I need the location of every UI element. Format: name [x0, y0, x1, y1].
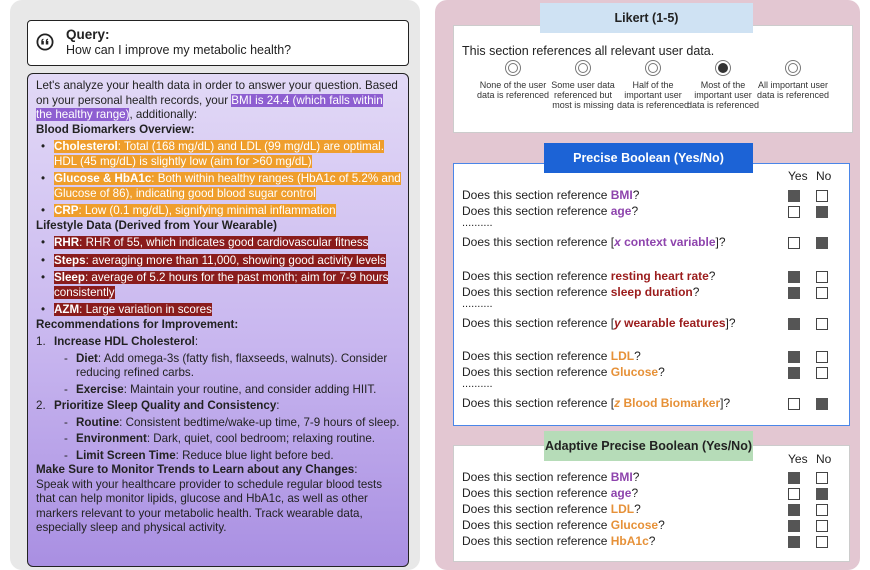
likert-statement: This section references all relevant user data. — [462, 44, 715, 58]
no-checkbox[interactable] — [816, 488, 828, 500]
question-row: Does this section reference BMI? — [462, 470, 640, 484]
likert-option-label: Most of the important user data is referenced — [686, 80, 760, 110]
yes-checkbox[interactable] — [788, 287, 800, 299]
recommendations-heading: Recommendations for Improvement: — [36, 317, 239, 331]
biomarker-item: • CRP: Low (0.1 mg/dL), signifying minimal inflammation — [36, 204, 402, 219]
radio-icon[interactable] — [505, 60, 521, 76]
likert-option-label: All important user data is referenced — [756, 80, 830, 100]
ellipsis: .......... — [462, 298, 493, 310]
question-row: Does this section reference resting heart rate? — [462, 269, 716, 283]
yes-checkbox[interactable] — [788, 237, 800, 249]
lifestyle-list — [36, 236, 402, 318]
recommendation-sub-item: - Exercise: Maintain your routine, and consider adding HIIT. — [54, 383, 402, 398]
yes-checkbox[interactable] — [788, 190, 800, 202]
yes-checkbox[interactable] — [788, 318, 800, 330]
no-checkbox[interactable] — [816, 504, 828, 516]
likert-option[interactable] — [475, 60, 551, 100]
no-checkbox[interactable] — [816, 271, 828, 283]
radio-icon[interactable] — [575, 60, 591, 76]
adaptive-yes-header: Yes — [788, 452, 808, 466]
yes-checkbox[interactable] — [788, 351, 800, 363]
no-checkbox[interactable] — [816, 237, 828, 249]
recommendation-item: 1. Increase HDL Cholesterol: - Diet: Add omega-3s (fatty fish, flaxseeds, walnuts). Consider reducing refined carbs. - Exercise: Maintain your routine, and consider adding HIIT. — [36, 335, 402, 397]
bmi-highlight: BMI is 24.4 (which falls within the healthy range) — [36, 93, 383, 121]
recommendation-sub-item: - Diet: Add omega-3s (fatty fish, flaxseeds, walnuts). Consider reducing refined carbs. — [54, 352, 402, 381]
question-row: Does this section reference Glucose? — [462, 365, 665, 379]
question-row: Does this section reference HbA1c? — [462, 534, 656, 548]
ellipsis: .......... — [462, 378, 493, 390]
likert-option-label: Some user data referenced but most is missing — [551, 80, 615, 110]
likert-option-label: Half of the important user data is referenced — [616, 80, 690, 110]
recommendation-sub-item: - Environment: Dark, quiet, cool bedroom; relaxing routine. — [54, 432, 402, 447]
lifestyle-heading: Lifestyle Data (Derived from Your Wearable) — [36, 218, 277, 232]
no-checkbox[interactable] — [816, 190, 828, 202]
recommendation-sub-item: - Routine: Consistent bedtime/wake-up time, 7-9 hours of sleep. — [54, 416, 402, 431]
yes-checkbox[interactable] — [788, 504, 800, 516]
no-checkbox[interactable] — [816, 398, 828, 410]
lifestyle-item: • Steps: averaging more than 11,000, showing good activity levels — [36, 254, 402, 269]
likert-option[interactable] — [545, 60, 621, 110]
no-checkbox[interactable] — [816, 536, 828, 548]
chat-quote-icon — [36, 33, 54, 51]
question-row: Does this section reference LDL? — [462, 349, 641, 363]
no-checkbox[interactable] — [816, 318, 828, 330]
yes-checkbox[interactable] — [788, 472, 800, 484]
query-text: How can I improve my metabolic health? — [66, 43, 292, 57]
yes-checkbox[interactable] — [788, 271, 800, 283]
biomarker-item: • Glucose & HbA1c: Both within healthy ranges (HbA1c of 5.2% and Glucose of 86), indicating good blood sugar control — [36, 172, 402, 201]
recommendation-sub-item: - Limit Screen Time: Reduce blue light before bed. — [54, 449, 402, 464]
ellipsis: .......... — [462, 217, 493, 229]
biomarker-item: • Cholesterol: Total (168 mg/dL) and LDL (99 mg/dL) are optimal. HDL (45 mg/dL) is slightly low (aim for >60 mg/dL) — [36, 140, 402, 169]
yes-checkbox[interactable] — [788, 367, 800, 379]
question-row: Does this section reference [z Blood Biomarker]? — [462, 396, 731, 410]
adaptive-title: Adaptive Precise Boolean (Yes/No) — [544, 431, 753, 461]
likert-option-label: None of the user data is referenced — [476, 80, 550, 100]
question-row: Does this section reference [y wearable features]? — [462, 316, 736, 330]
radio-icon[interactable] — [645, 60, 661, 76]
no-checkbox[interactable] — [816, 520, 828, 532]
query-box — [27, 20, 409, 66]
no-checkbox[interactable] — [816, 367, 828, 379]
answer-box — [27, 73, 409, 567]
precise-no-header: No — [816, 169, 832, 183]
adaptive-no-header: No — [816, 452, 832, 466]
no-checkbox[interactable] — [816, 287, 828, 299]
lifestyle-item: • RHR: RHR of 55, which indicates good cardiovascular fitness — [36, 236, 402, 251]
lifestyle-item: • Sleep: average of 5.2 hours for the past month; aim for 7-9 hours consistently — [36, 271, 402, 300]
recommendations-list — [36, 335, 402, 463]
yes-checkbox[interactable] — [788, 206, 800, 218]
likert-title: Likert (1-5) — [540, 3, 753, 33]
likert-option[interactable] — [755, 60, 831, 100]
yes-checkbox[interactable] — [788, 520, 800, 532]
question-row: Does this section reference sleep duration? — [462, 285, 700, 299]
question-row: Does this section reference LDL? — [462, 502, 641, 516]
answer-intro: Let's analyze your health data in order to answer your question. Based on your personal health records, your BMI is 24.4 (which falls within the healthy range), additionally: — [36, 79, 398, 121]
bio-heading: Blood Biomarkers Overview: — [36, 122, 195, 136]
likert-option[interactable] — [615, 60, 691, 110]
precise-yes-header: Yes — [788, 169, 808, 183]
likert-option[interactable] — [685, 60, 761, 110]
query-label: Query: — [66, 27, 110, 42]
radio-icon[interactable] — [785, 60, 801, 76]
monitor-heading: Make Sure to Monitor Trends to Learn about any Changes: — [36, 463, 358, 476]
bio-list — [36, 140, 402, 219]
no-checkbox[interactable] — [816, 206, 828, 218]
yes-checkbox[interactable] — [788, 536, 800, 548]
yes-checkbox[interactable] — [788, 488, 800, 500]
question-row: Does this section reference [x context variable]? — [462, 235, 726, 249]
monitor-text: Speak with your healthcare provider to schedule regular blood tests that can help monitor lipids, glucose and HbA1c, as well as other markers relevant to your metabolic health. Track wearable data, especially sleep and physical activity. — [36, 477, 383, 534]
no-checkbox[interactable] — [816, 472, 828, 484]
question-row: Does this section reference age? — [462, 204, 639, 218]
question-row: Does this section reference BMI? — [462, 188, 640, 202]
recommendation-item: 2. Prioritize Sleep Quality and Consistency: - Routine: Consistent bedtime/wake-up time, 7-9 hours of sleep. - Environment: Dark, quiet, cool bedroom; relaxing routine. - Limit Screen Time: Reduce blue light before bed. — [36, 399, 402, 463]
lifestyle-item: • AZM: Large variation in scores — [36, 303, 402, 318]
question-row: Does this section reference Glucose? — [462, 518, 665, 532]
precise-title: Precise Boolean (Yes/No) — [544, 143, 753, 173]
question-row: Does this section reference age? — [462, 486, 639, 500]
yes-checkbox[interactable] — [788, 398, 800, 410]
no-checkbox[interactable] — [816, 351, 828, 363]
radio-icon[interactable] — [715, 60, 731, 76]
